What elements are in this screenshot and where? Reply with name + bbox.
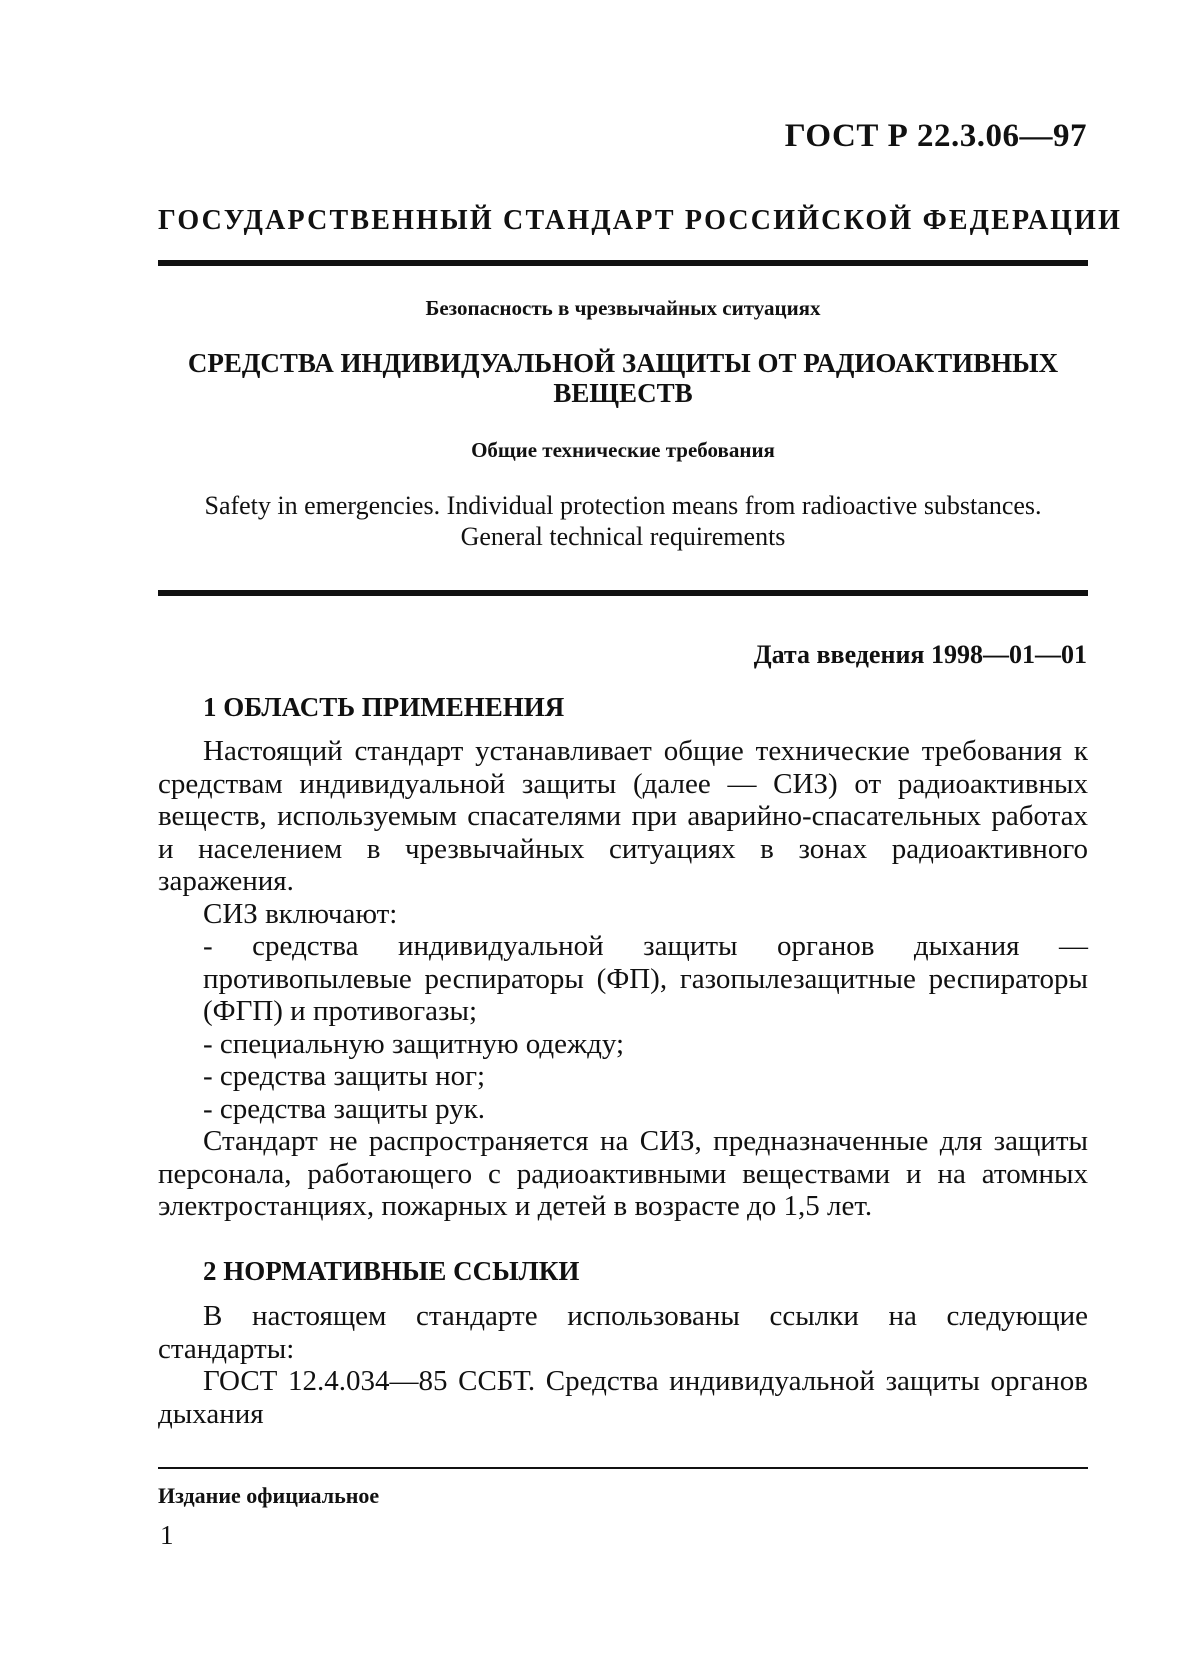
- list-item: - средства индивидуальной защиты органов дыхания — противопылевые респираторы (ФП), газопылезащитные респираторы (ФГП) и противогазы;: [203, 930, 1088, 1027]
- title-divider: [158, 590, 1088, 596]
- subject-area: Безопасность в чрезвычайных ситуациях: [425, 296, 821, 320]
- introduction-date: Дата введения 1998—01—01: [753, 640, 1087, 669]
- state-standard-title: ГОСУДАРСТВЕННЫЙ СТАНДАРТ РОССИЙСКОЙ ФЕДЕРАЦИИ: [158, 205, 1123, 236]
- list-item: - средства защиты рук.: [203, 1092, 486, 1125]
- section-2-body: [158, 1300, 1088, 1430]
- standard-title-line2: ВЕЩЕСТВ: [553, 378, 693, 408]
- exclusion-paragraph: Стандарт не распространяется на СИЗ, предназначенные для защиты персонала, работающего с радиоактивными веществами и на атомных электростанциях, пожарных и детей в возрасте до 1,5 лет.: [158, 1125, 1088, 1222]
- english-title: [158, 490, 1088, 552]
- section-1-heading: 1 ОБЛАСТЬ ПРИМЕНЕНИЯ: [203, 692, 565, 722]
- standard-subtitle: Общие технические требования: [471, 438, 775, 462]
- siz-intro: СИЗ включают:: [203, 897, 398, 930]
- list-item: - средства защиты ног;: [203, 1060, 486, 1092]
- scope-paragraph: Настоящий стандарт устанавливает общие технические требования к средствам индивидуальной защиты (далее — СИЗ) от радиоактивных веществ, используемым спасателями при аварийно-спасательных работах и населением в чрезвычайных ситуациях в зонах радиоактивного заражения.: [158, 735, 1088, 897]
- page-number: 1: [160, 1520, 174, 1550]
- standard-title: [158, 348, 1088, 408]
- english-title-line2: General technical requirements: [460, 522, 786, 551]
- edition-label: Издание официальное: [158, 1483, 380, 1508]
- section-1-body: [158, 735, 1088, 1223]
- references-intro: В настоящем стандарте использованы ссылки на следующие стандарты:: [158, 1300, 1088, 1365]
- section-2-heading: 2 НОРМАТИВНЫЕ ССЫЛКИ: [203, 1256, 580, 1286]
- footer-divider: [158, 1467, 1088, 1469]
- header-divider: [158, 260, 1088, 266]
- english-title-line1: Safety in emergencies. Individual protection means from radioactive substances.: [204, 491, 1042, 520]
- document-code: ГОСТ Р 22.3.06—97: [784, 118, 1087, 154]
- list-item: - специальную защитную одежду;: [203, 1027, 625, 1060]
- reference-item: ГОСТ 12.4.034—85 ССБТ. Средства индивидуальной защиты органов дыхания: [158, 1365, 1088, 1430]
- standard-title-line1: СРЕДСТВА ИНДИВИДУАЛЬНОЙ ЗАЩИТЫ ОТ РАДИОАКТИВНЫХ: [187, 348, 1059, 378]
